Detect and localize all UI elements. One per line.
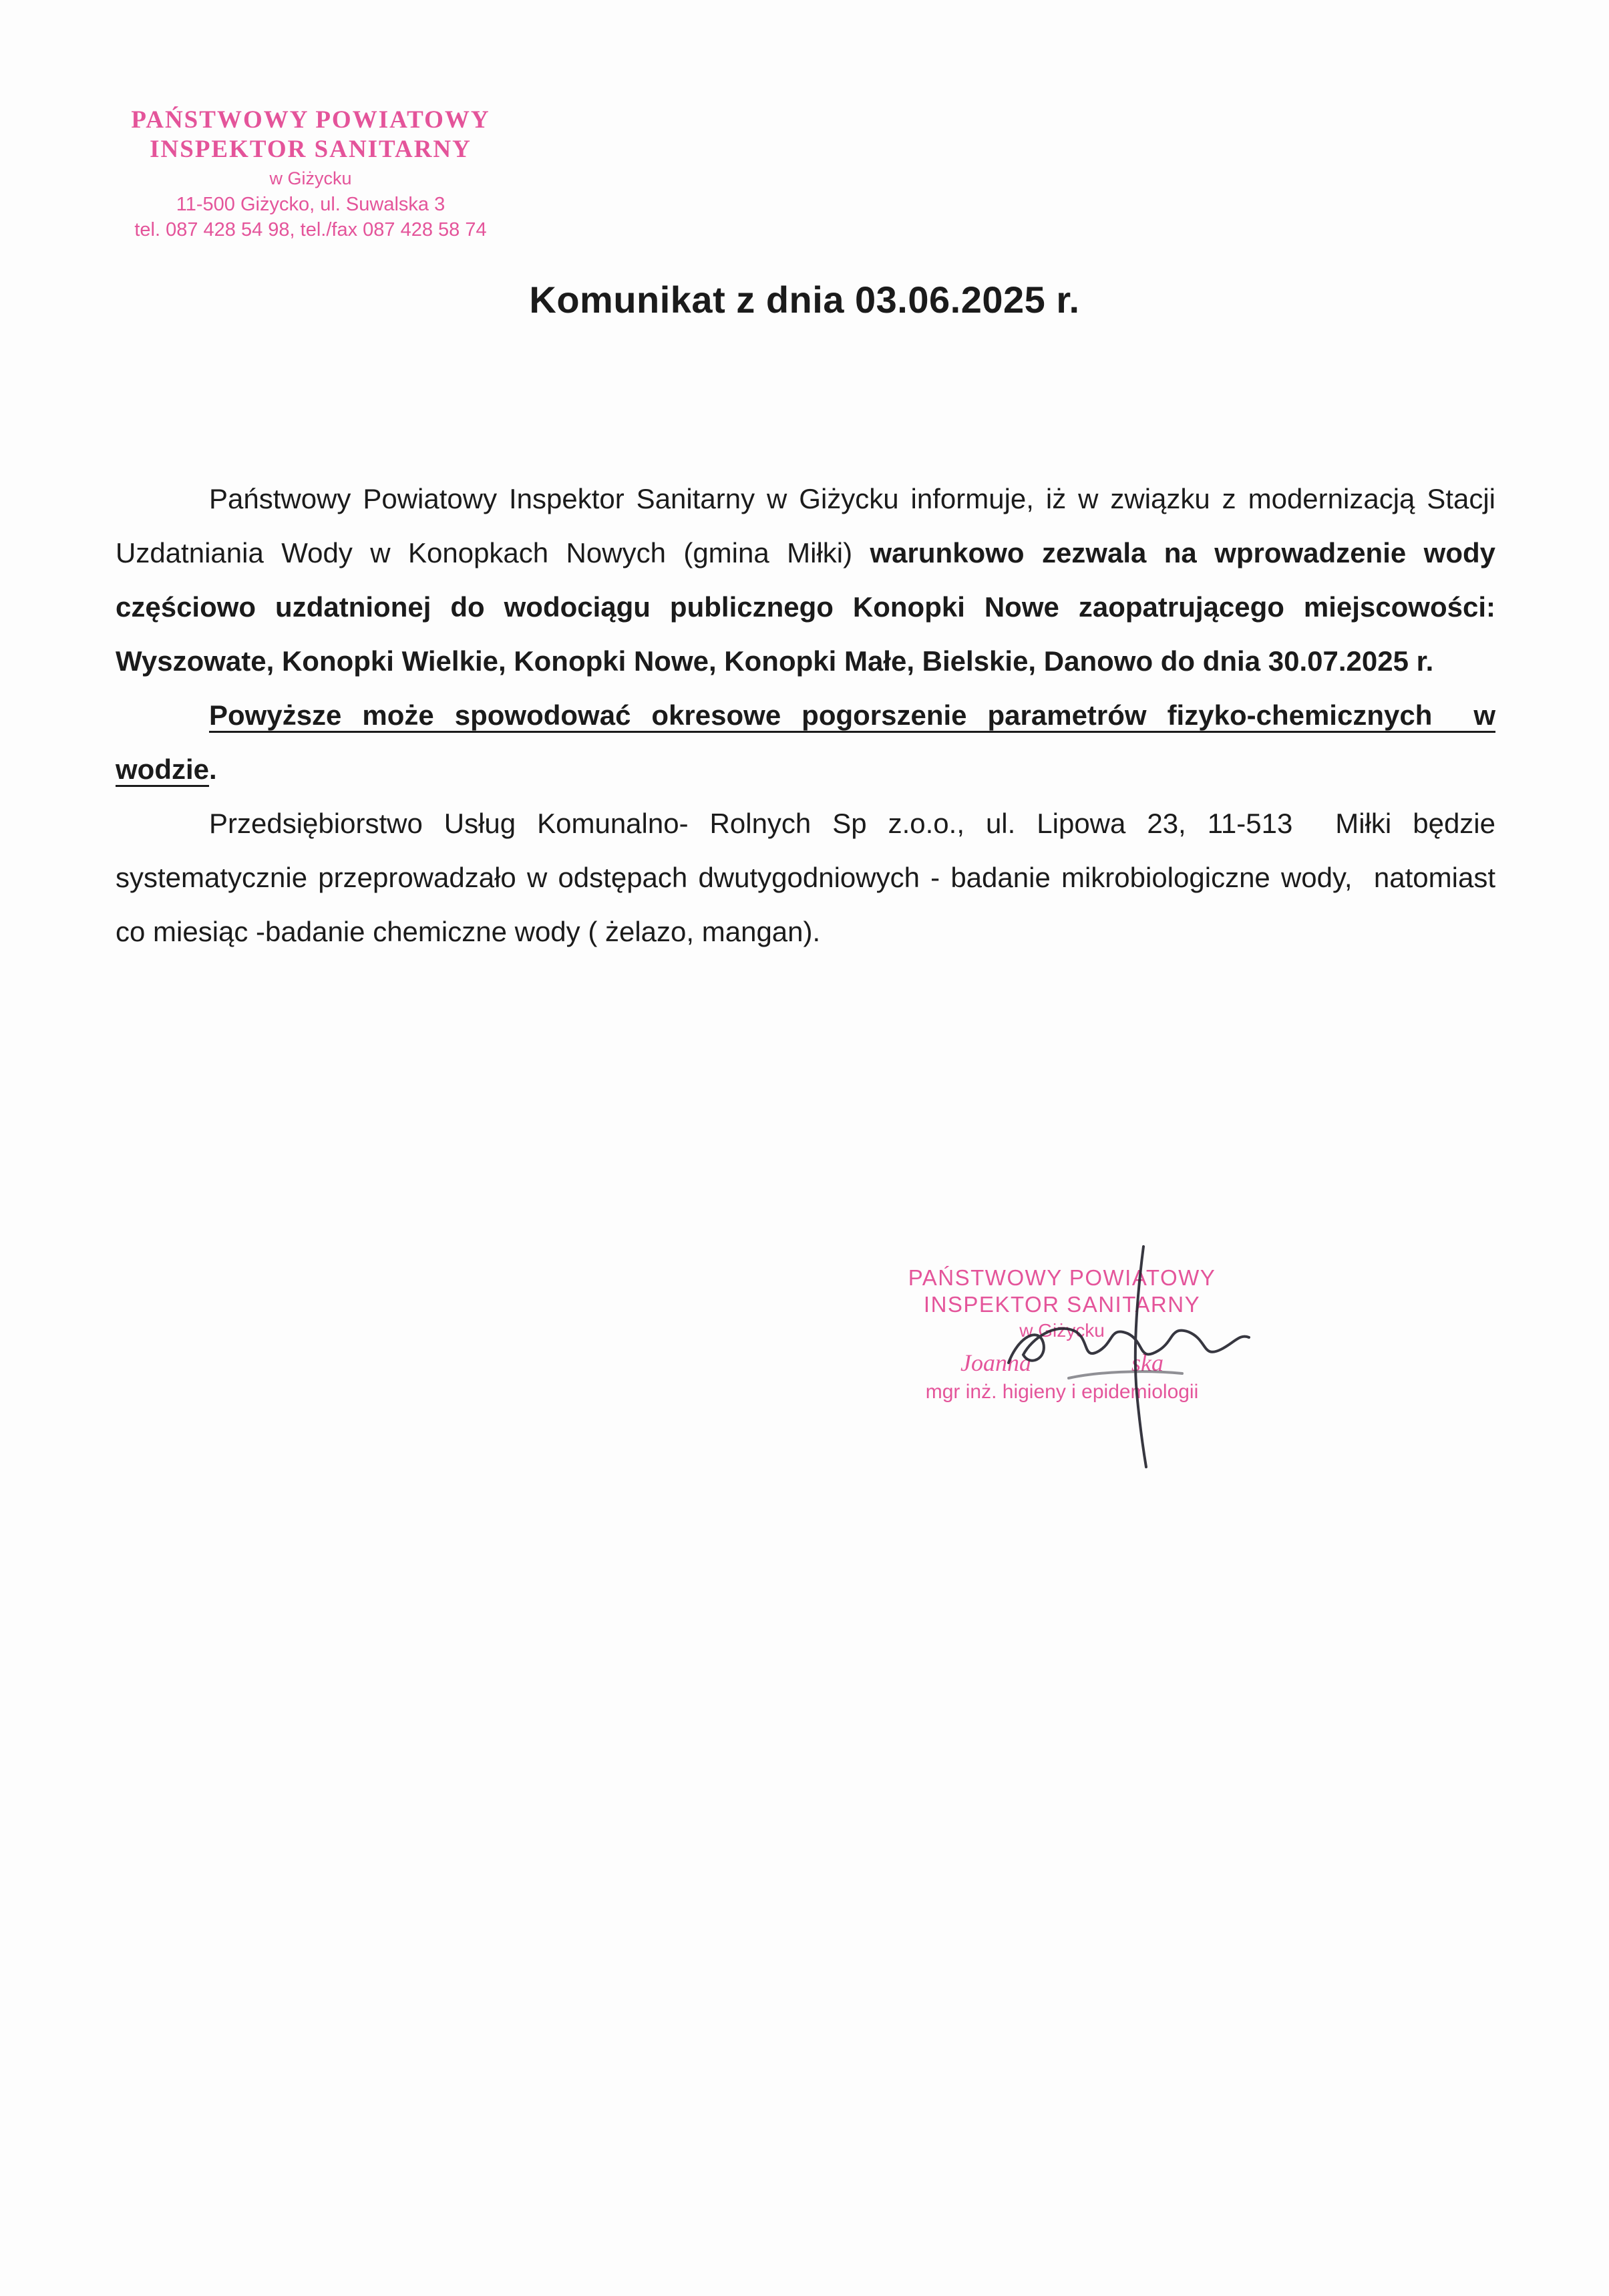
signer-name-suffix: ska [1131, 1349, 1164, 1376]
footer-stamp-location: w Giżycku [1019, 1320, 1105, 1341]
header-stamp-location: w Giżycku [269, 168, 352, 189]
footer-office-stamp [825, 1265, 1299, 1404]
footer-stamp-org-line1: PAŃSTWOWY POWIATOWY [908, 1265, 1216, 1290]
footer-stamp-org-line2: INSPEKTOR SANITARNY [923, 1291, 1201, 1317]
paragraph-1-bold-text: warunkowo zezwala na wprowadzenie wody częściowo uzdatnionej do wodociągu publicznego Konopki Nowe zaopatrującego miejscowości: Wyszowate, Konopki Wielkie, Konopki Nowe, Konopki Małe, Bielskie, Danowo do dnia 30.07.2025 r. [116, 537, 1495, 677]
paragraph-announcement [116, 472, 1495, 688]
paragraph-1-normal-text: Państwowy Powiatowy Inspektor Sanitarny w Giżycku informuje, iż w związku z modernizacją Stacji Uzdatniania Wody w Konopkach Nowych (gmina Miłki) [116, 483, 1495, 568]
paragraph-2-tail: . [209, 754, 217, 785]
signer-name-line [825, 1349, 1299, 1377]
signer-name-prefix: Joanna [960, 1349, 1031, 1376]
header-stamp-org-line2: INSPEKTOR SANITARNY [150, 135, 472, 163]
header-stamp-org-line1: PAŃSTWOWY POWIATOWY [131, 106, 490, 134]
document-body [116, 472, 1495, 959]
header-stamp-address: 11-500 Giżycko, ul. Suwalska 3 [176, 194, 445, 216]
paragraph-warning [116, 688, 1495, 796]
header-office-stamp [90, 106, 531, 242]
header-stamp-phone: tel. 087 428 54 98, tel./fax 087 428 58 74 [134, 219, 487, 241]
document-title: Komunikat z dnia 03.06.2025 r. [529, 279, 1080, 321]
paragraph-2-underlined-text: Powyższe może spowodować okresowe pogorszenie parametrów fizyko-chemicznych w wodzie [116, 699, 1495, 785]
paragraph-monitoring: Przedsiębiorstwo Usług Komunalno- Rolnych Sp z.o.o., ul. Lipowa 23, 11-513 Miłki będzie systematycznie przeprowadzało w odstępach dwutygodniowych - badanie mikrobiologiczne wody, natomiast co miesiąc -badanie chemiczne wody ( żelazo, mangan). [116, 808, 1495, 947]
signer-title: mgr inż. higieny i epidemiologii [925, 1380, 1199, 1403]
